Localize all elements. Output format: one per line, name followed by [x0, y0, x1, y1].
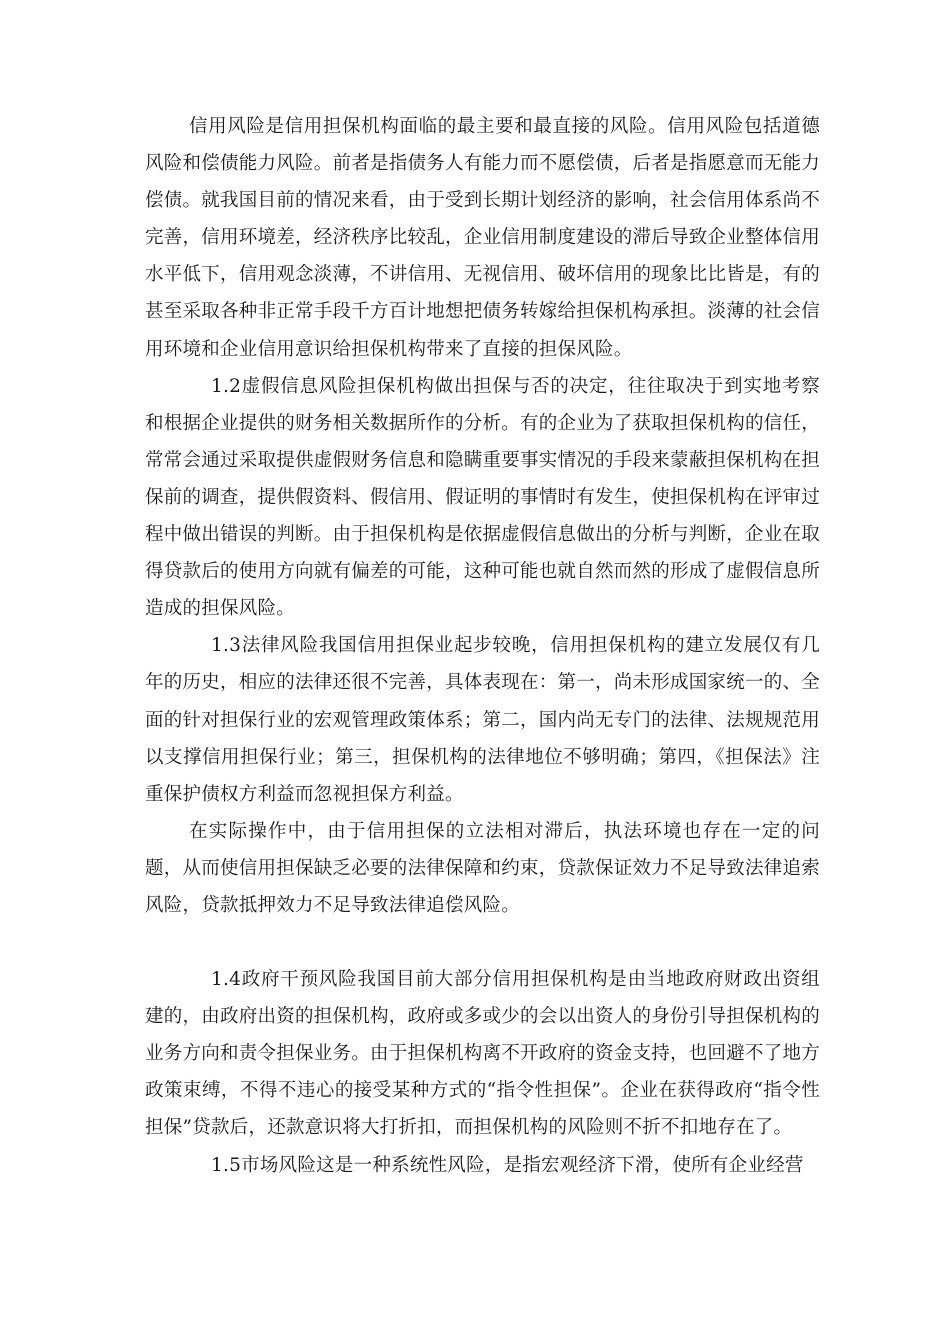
paragraph-credit-risk: 信用风险是信用担保机构面临的最主要和最直接的风险。信用风险包括道德风险和偿债能力风险。前者是指债务人有能力而不愿偿债，后者是指愿意而无能力偿债。就我国目前的情况来看，由于受到长期计划经济的影响，社会信用体系尚不完善，信用环境差，经济秩序比较乱，企业信用制度建设的滞后导致企业整体信用水平低下，信用观念淡薄，不讲信用、无视信用、破坏信用的现象比比皆是，有的甚至采取各种非正常手段千方百计地想把债务转嫁给担保机构承担。淡薄的社会信用环境和企业信用意识给担保机构带来了直接的担保风险。 — [145, 116, 821, 360]
paragraph-false-information-risk: 1.2虚假信息风险担保机构做出担保与否的决定，往往取决于到实地考察和根据企业提供的财务相关数据所作的分析。有的企业为了获取担保机构的信任，常常会通过采取提供虚假财务信息和隐瞒重要事实情况的手段来蒙蔽担保机构在担保前的调查，提供假资料、假信用、假证明的事情时有发生，使担保机构在评审过程中做出错误的判断。由于担保机构是依据虚假信息做出的分析与判断，企业在取得贷款后的使用方向就有偏差的可能，这种可能也就自然而然的形成了虚假信息所造成的担保风险。 — [145, 375, 821, 620]
paragraph-market-risk: 1.5市场风险这是一种系统性风险，是指宏观经济下滑，使所有企业经营 — [211, 1154, 804, 1176]
paragraph-legal-risk: 1.3法律风险我国信用担保业起步较晚，信用担保机构的建立发展仅有几年的历史，相应的法律还很不完善，具体表现在：第一，尚未形成国家统一的、全面的针对担保行业的宏观管理政策体系；第二，国内尚无专门的法律、法规规范用以支撑信用担保行业；第三，担保机构的法律地位不够明确；第四，《担保法》注重保护债权方利益而忽视担保方利益。 — [145, 635, 821, 805]
paragraph-legal-practice: 在实际操作中，由于信用担保的立法相对滞后，执法环境也存在一定的问题，从而使信用担保缺乏必要的法律保障和约束，贷款保证效力不足导致法律追索风险，贷款抵押效力不足导致法律追偿风险。 — [145, 820, 821, 916]
paragraph-government-intervention-risk: 1.4政府干预风险我国目前大部分信用担保机构是由当地政府财政出资组建的，由政府出资的担保机构，政府或多或少的会以出资人的身份引导担保机构的业务方向和责令担保业务。由于担保机构离不开政府的资金支持，也回避不了地方政策束缚，不得不违心的接受某种方式的“指令性担保”。企业在获得政府“指令性担保”贷款后，还款意识将大打折扣，而担保机构的风险则不折不扣地存在了。 — [145, 969, 821, 1139]
paragraph-gap — [145, 924, 820, 961]
document-page — [145, 108, 820, 1184]
